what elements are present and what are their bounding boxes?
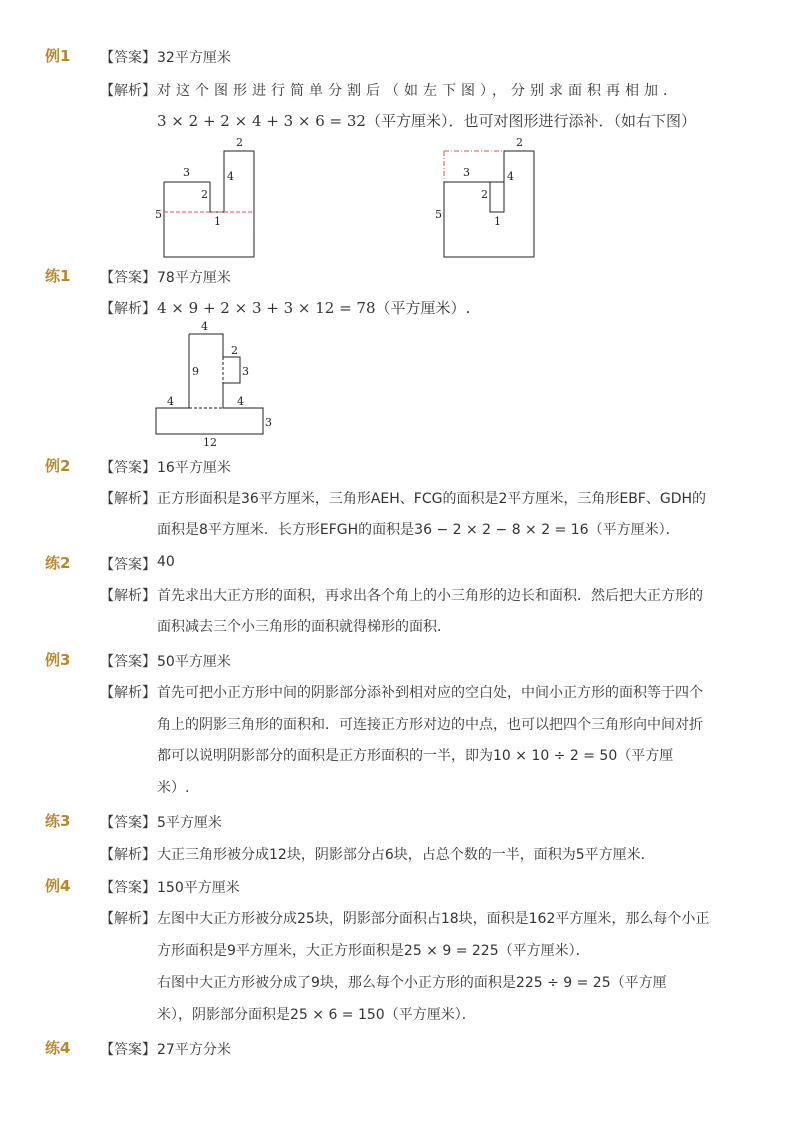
analysis-label-6: 【解析】 — [100, 847, 156, 863]
analysis-label-5: 【解析】 — [100, 685, 156, 701]
answer-label-2: 【答案】 — [100, 270, 156, 286]
fig2-label-notch-right: 3 — [242, 365, 249, 378]
answer-label-7: 【答案】 — [100, 880, 156, 896]
fig1r-label-right-mid: 4 — [507, 170, 514, 183]
item-tag-6: 练3 — [45, 812, 71, 830]
analysis-label-4: 【解析】 — [100, 588, 156, 604]
analysis-label-3: 【解析】 — [100, 491, 156, 507]
fig1r-label-left-top: 3 — [463, 166, 470, 179]
figure-1-right-outline — [444, 151, 534, 257]
fig1l-label-right-mid: 4 — [227, 170, 234, 183]
fig1l-label-bottom: 1 — [214, 215, 221, 228]
analysis-line-5-3: 都可以说明阴影部分的面积是正方形面积的一半，即为10 × 10 ÷ 2 = 50（平方厘 — [157, 748, 674, 764]
fig1r-label-bottom: 1 — [494, 215, 501, 228]
answer-text-1: 32平方厘米 — [157, 50, 231, 66]
answer-text-4: 40 — [157, 554, 175, 570]
answer-label-1: 【答案】 — [100, 50, 156, 66]
answer-label-5: 【答案】 — [100, 654, 156, 670]
analysis-label-7: 【解析】 — [100, 911, 156, 927]
figure-1-left — [150, 135, 270, 260]
fig2-label-top: 4 — [201, 320, 208, 333]
item-tag-2: 练1 — [45, 267, 71, 285]
item-tag-4: 练2 — [45, 554, 71, 572]
fig1r-label-mid: 2 — [481, 188, 488, 201]
fig1l-label-top: 2 — [236, 136, 243, 149]
fig2-label-base-side: 3 — [265, 416, 272, 429]
analysis-line-1-2: 3 × 2 + 2 × 4 + 3 × 6 = 32（平方厘米）．也可对图形进行添补．（如右下图） — [157, 112, 696, 130]
analysis-line-7-1: 左图中大正方形被分成25块，阴影部分面积占18块，面积是162平方厘米，那么每个小正 — [157, 911, 710, 927]
fig1l-label-left: 5 — [155, 208, 162, 221]
analysis-line-7-4: 米），阴影部分面积是25 × 6 = 150（平方厘米）． — [157, 1007, 476, 1023]
fig1l-label-left-top: 3 — [183, 166, 190, 179]
analysis-line-4-1: 首先求出大正方形的面积，再求出各个角上的小三角形的边长和面积．然后把大正方形的 — [157, 588, 703, 604]
item-tag-8: 练4 — [45, 1039, 71, 1057]
analysis-line-5-4: 米）. — [157, 780, 190, 796]
fig2-label-base-right: 4 — [237, 395, 244, 408]
analysis-line-1-1: 对这个图形进行简单分割后（如左下图），分别求面积再相加． — [157, 83, 682, 99]
figure-1-left-outline — [164, 151, 254, 257]
item-tag-1: 例1 — [45, 47, 71, 65]
answer-text-5: 50平方厘米 — [157, 654, 231, 670]
fig1r-label-top: 2 — [516, 136, 523, 149]
item-tag-7: 例4 — [45, 877, 71, 895]
answer-label-6: 【答案】 — [100, 815, 156, 831]
analysis-label-2: 【解析】 — [100, 301, 156, 317]
analysis-line-5-2: 角上的阴影三角形的面积和．可连接正方形对边的中点，也可以把四个三角形向中间对折 — [157, 717, 703, 733]
fig1l-label-mid: 2 — [201, 188, 208, 201]
answer-text-7: 150平方厘米 — [157, 880, 240, 896]
fig2-label-notch-top: 2 — [231, 344, 238, 357]
analysis-line-6-1: 大正三角形被分成12块，阴影部分占6块，占总个数的一半，面积为5平方厘米． — [157, 847, 655, 863]
analysis-label-1: 【解析】 — [100, 83, 156, 99]
fig2-label-base-left: 4 — [167, 395, 174, 408]
figure-1-right — [430, 135, 550, 260]
answer-text-2: 78平方厘米 — [157, 270, 231, 286]
answer-label-8: 【答案】 — [100, 1042, 156, 1058]
analysis-line-7-3: 右图中大正方形被分成了9块，那么每个小正方形的面积是225 ÷ 9 = 25（平方厘 — [157, 975, 667, 991]
analysis-line-4-2: 面积减去三个小三角形的面积就得梯形的面积． — [157, 619, 451, 635]
analysis-line-3-2: 面积是8平方厘米．长方形EFGH的面积是36 − 2 × 2 − 8 × 2 = 16（平方厘米）． — [157, 522, 680, 538]
analysis-line-5-1: 首先可把小正方形中间的阴影部分添补到相对应的空白处，中间小正方形的面积等于四个 — [157, 685, 703, 701]
answer-label-4: 【答案】 — [100, 557, 156, 573]
analysis-line-3-1: 正方形面积是36平方厘米，三角形AEH、FCG的面积是2平方厘米，三角形EBF、GDH的 — [157, 491, 707, 507]
item-tag-3: 例2 — [45, 457, 71, 475]
figure-2-outline — [156, 334, 263, 434]
analysis-line-7-2: 方形面积是9平方厘米，大正方形面积是25 × 9 = 225（平方厘米）． — [157, 943, 590, 959]
fig2-label-base-bottom: 12 — [203, 436, 217, 449]
answer-text-6: 5平方厘米 — [157, 815, 222, 831]
item-tag-5: 例3 — [45, 651, 71, 669]
analysis-line-2-1: 4 × 9 + 2 × 3 + 3 × 12 = 78（平方厘米）. — [157, 299, 471, 317]
answer-label-3: 【答案】 — [100, 460, 156, 476]
figure-2 — [145, 318, 280, 453]
fig1r-label-left: 5 — [435, 208, 442, 221]
fig2-label-mid: 9 — [192, 365, 199, 378]
answer-text-8: 27平方分米 — [157, 1042, 231, 1058]
answer-text-3: 16平方厘米 — [157, 460, 231, 476]
